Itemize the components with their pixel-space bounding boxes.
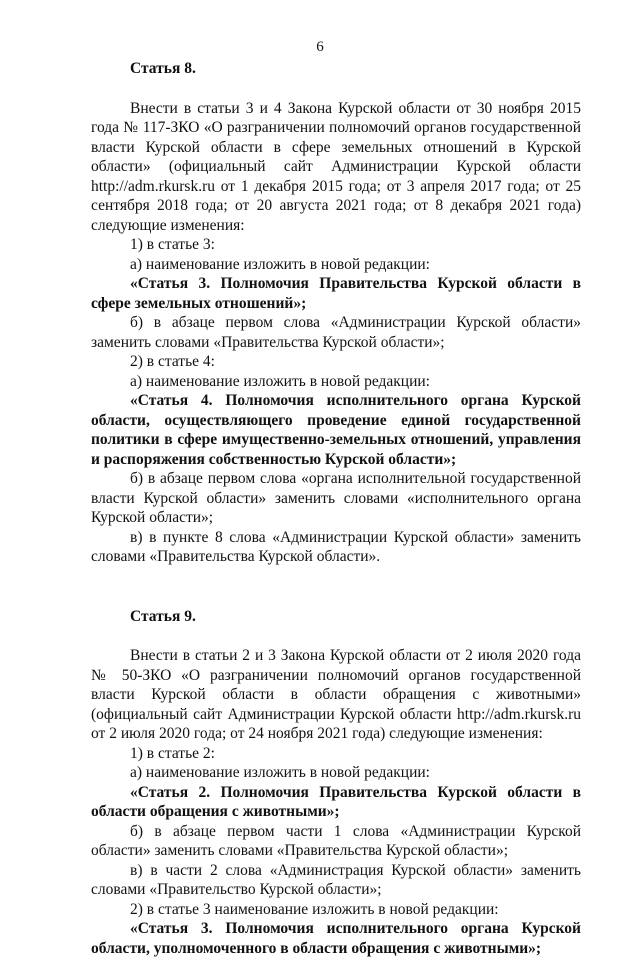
article-8-new-title-4: «Статья 4. Полномочия исполнительного органа Курской области, осуществляющего проведение единой государственной политики в сфере имущественно-земельных отношений, управления и распоряжения собственностью Курской области»; xyxy=(91,392,581,468)
article-9-item-2: 2) в статье 3 наименование изложить в новой редакции: xyxy=(130,900,499,918)
article-9-new-title-3: «Статья 3. Полномочия исполнительного органа Курской области, уполномоченного в области обращения с животными»; xyxy=(91,920,581,957)
article-9-intro: Внести в статьи 2 и 3 Закона Курской области от 2 июля 2020 года № 50-ЗКО «О разграничении полномочий органов государственной власти Курской области в области обращения с животными» (официальный сайт Администрации Курской области http://adm.rkursk.ru от 2 июля 2020 года; от 24 ноября 2021 года) следующие изменения: xyxy=(91,647,581,742)
article-8-heading: Статья 8. xyxy=(130,60,196,77)
article-8-item-2: 2) в статье 4: xyxy=(130,353,215,370)
article-9-heading: Статья 9. xyxy=(130,607,196,625)
article-8-item-2c: в) в пункте 8 слова «Администрации Курской области» заменить словами «Правительства Курской области». xyxy=(91,528,581,565)
article-9-new-title-2: «Статья 2. Полномочия Правительства Курской области в области обращения с животными»; xyxy=(91,783,581,820)
document-body xyxy=(91,59,581,958)
page-number: 6 xyxy=(316,39,324,55)
article-8-item-1b: б) в абзаце первом слова «Администрации Курской области» заменить словами «Правительства Курской области»; xyxy=(91,314,581,351)
article-8-item-2a: а) наименование изложить в новой редакции: xyxy=(130,372,430,390)
article-9-item-1: 1) в статье 2: xyxy=(130,744,215,762)
article-8-item-2b: б) в абзаце первом слова «органа исполнительной государственной власти Курской области» заменить словами «исполнительного органа Курской области»; xyxy=(91,470,581,526)
article-9-item-1a: а) наименование изложить в новой редакции: xyxy=(130,764,430,781)
article-8-item-1a: а) наименование изложить в новой редакции: xyxy=(130,255,430,273)
article-8-item-1: 1) в статье 3: xyxy=(130,236,215,253)
article-8-new-title-3: «Статья 3. Полномочия Правительства Курской области в сфере земельных отношений»; xyxy=(91,275,581,312)
article-9-item-1b: б) в абзаце первом части 1 слова «Администрации Курской области» заменить словами «Правительства Курской области»; xyxy=(91,822,581,859)
article-9-item-1c: в) в части 2 слова «Администрация Курской области» заменить словами «Правительство Курской области»; xyxy=(91,861,581,898)
article-8-intro: Внести в статьи 3 и 4 Закона Курской области от 30 ноября 2015 года № 117-ЗКО «О разграничении полномочий органов государственной власти Курской области в сфере земельных отношений в Курской области» (официальный сайт Администрации Курской области http://adm.rkursk.ru от 1 декабря 2015 года; от 3 апреля 2017 года; от 25 сентября 2018 года; от 20 августа 2021 года; от 8 декабря 2021 года) следующие изменения: xyxy=(91,99,581,234)
